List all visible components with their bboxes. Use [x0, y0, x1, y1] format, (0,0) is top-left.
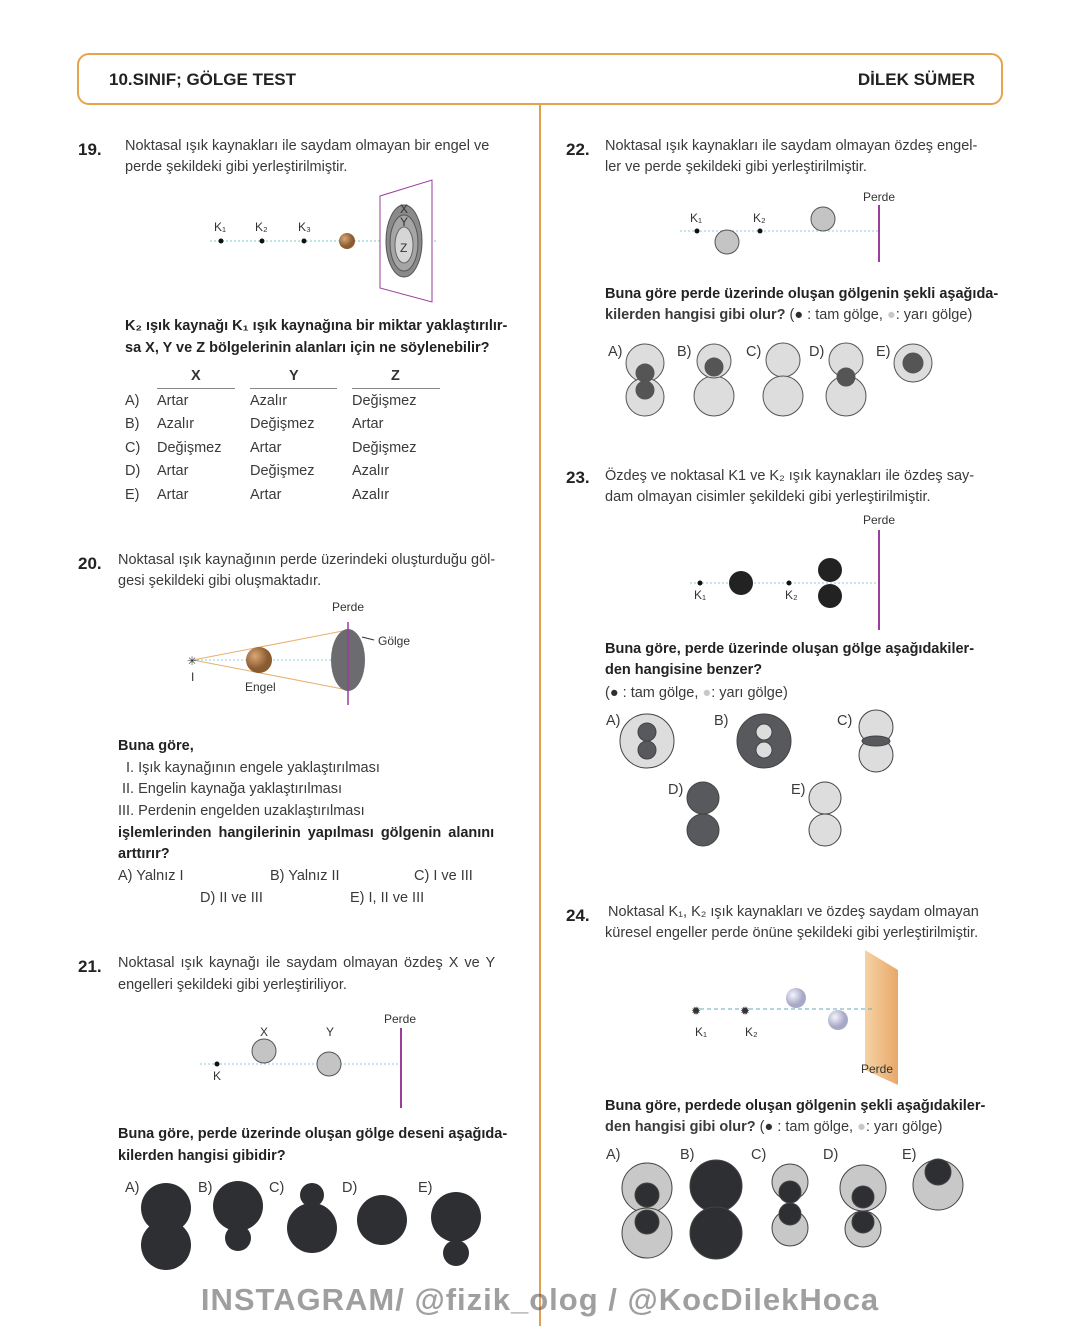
cell: Değişmez [250, 463, 315, 479]
full-shadow [636, 381, 654, 399]
legend-full: : tam gölge, [622, 685, 699, 701]
legend-half: : yarı gölge) [865, 1119, 943, 1135]
opt-b-shadow [225, 1225, 251, 1251]
answer-option-b[interactable]: B) [677, 344, 692, 360]
half-shadow [756, 724, 772, 740]
statement-ii: II. Engelin kaynağa yaklaştırılması [122, 781, 343, 797]
full-shadow [903, 353, 923, 373]
cell: Azalır [352, 487, 390, 503]
label-k1: K₁ [695, 1025, 708, 1039]
column-underline [352, 388, 440, 389]
question-prompt: Buna göre, perde üzerinde oluşan gölge deseni aşağıda- [118, 1126, 508, 1142]
answer-option-d[interactable]: D) [809, 344, 825, 360]
question-number: 20. [78, 554, 102, 573]
q20-figure [187, 600, 410, 705]
source-k [215, 1062, 220, 1067]
answer-option-a[interactable]: A) [608, 344, 623, 360]
question-prompt: den hangisine benzer? [605, 662, 763, 678]
option-letter: E) [125, 487, 140, 503]
obstacle-sphere [339, 233, 355, 249]
full-shadow-legend-icon: ● [609, 685, 619, 701]
answer-option-a[interactable]: A) Yalnız I [118, 868, 184, 884]
label-perde: Perde [863, 190, 896, 204]
source-k2 [260, 239, 265, 244]
label-k2: K₂ [753, 211, 766, 225]
answer-option-e[interactable]: E) I, II ve III [350, 890, 425, 906]
source-k1 [219, 239, 224, 244]
column-underline [157, 388, 235, 389]
sphere-obstacle [828, 1010, 848, 1030]
question-prompt: Buna göre, perdede oluşan gölgenin şekli aşağıdakiler- [605, 1098, 986, 1114]
obstacle [715, 230, 739, 254]
question-stem: Özdeş ve noktasal K1 ve K₂ ışık kaynakları ile özdeş say- [605, 468, 975, 484]
answer-option-c[interactable]: C) [751, 1147, 767, 1163]
light-source-icon: ✳ [187, 654, 198, 668]
full-shadow [705, 358, 723, 376]
obstacle [811, 207, 835, 231]
full-shadow [862, 736, 890, 746]
full-shadow [690, 1160, 742, 1212]
legend-paren: ( [789, 307, 795, 323]
label-x: X [260, 1025, 269, 1039]
source-k1 [695, 229, 700, 234]
half-shadow-legend-icon: ● [857, 1119, 866, 1135]
full-shadow [636, 364, 654, 382]
option-letter: A) [125, 393, 140, 409]
full-shadow-legend-icon: ● [764, 1119, 774, 1135]
label-k3: K₃ [298, 220, 311, 234]
option-letter: C) [125, 440, 141, 456]
question-prompt-line [605, 1117, 942, 1138]
cell: Değişmez [352, 393, 417, 409]
legend-half: : yarı gölge) [711, 685, 788, 701]
label-y: Y [326, 1025, 335, 1039]
full-shadow [852, 1186, 874, 1208]
full-shadow [779, 1203, 801, 1225]
label-k2: K₂ [255, 220, 268, 234]
question-prompt: işlemlerinden hangilerinin yapılması gölgenin alanını [118, 825, 495, 841]
cell: Değişmez [250, 416, 315, 432]
full-shadow [687, 782, 719, 814]
obstacle [818, 584, 842, 608]
label-perde: Perde [863, 513, 896, 527]
question-stem: Noktasal ışık kaynakları ile saydam olmayan bir engel ve [125, 138, 490, 154]
question-prompt-line [605, 305, 972, 326]
label-z: Z [400, 241, 408, 255]
answer-option-c[interactable]: C) [269, 1180, 285, 1196]
statement-i: I. Işık kaynağının engele yaklaştırılması [126, 760, 380, 776]
full-shadow [837, 368, 855, 386]
answer-option-a[interactable]: A) [606, 1147, 621, 1163]
cell: Azalır [352, 463, 390, 479]
full-shadow [737, 714, 791, 768]
source-k2 [758, 229, 763, 234]
full-shadow [779, 1181, 801, 1203]
question-stem: ler ve perde şekildeki gibi yerleştirilmiştir. [605, 159, 867, 175]
half-shadow [763, 376, 803, 416]
answer-option-b[interactable]: B) [198, 1180, 213, 1196]
half-shadow-legend-icon: ● [886, 307, 896, 323]
opt-d-shadow [357, 1195, 407, 1245]
question-prompt: arttırır? [118, 846, 170, 862]
label-y: Y [400, 215, 409, 229]
answer-option-b[interactable]: B) Yalnız II [270, 868, 340, 884]
legend-half: : yarı gölge) [895, 307, 973, 323]
cell: Değişmez [157, 440, 222, 456]
q22-figure [680, 190, 895, 262]
question-prompt: Buna göre perde üzerinde oluşan gölgenin şekli aşağıda- [605, 286, 999, 302]
author-name: DİLEK SÜMER [857, 70, 975, 89]
label-perde: Perde [332, 600, 365, 614]
question-stem: perde şekildeki gibi yerleştirilmiştir. [125, 159, 348, 175]
legend-paren: ( [759, 1119, 765, 1135]
answer-option-e[interactable]: E) [902, 1147, 917, 1163]
legend-full: : tam gölge, [807, 307, 883, 323]
label-golge: Gölge [378, 634, 411, 648]
label-source: I [191, 670, 195, 684]
label-k1: K₁ [214, 220, 227, 234]
full-shadow [638, 741, 656, 759]
question-stem: Noktasal ışık kaynağının perde üzerindeki oluşturduğu göl- [118, 552, 496, 568]
question-stem: Noktasal K₁, K₂ ışık kaynakları ve özdeş saydam olmayan [608, 904, 979, 920]
source-k3 [302, 239, 307, 244]
answer-option-c[interactable]: C) [746, 344, 762, 360]
half-shadow [694, 376, 734, 416]
cell: Azalır [157, 416, 195, 432]
answer-option-c[interactable]: C) I ve III [414, 868, 473, 884]
column-underline [250, 388, 337, 389]
half-shadow-legend-icon: ● [702, 685, 712, 701]
label-perde: Perde [861, 1062, 894, 1076]
question-stem: dam olmayan cisimler şekildeki gibi yerleştirilmiştir. [605, 489, 931, 505]
legend-full: : tam gölge, [777, 1119, 854, 1135]
question-number: 23. [566, 468, 590, 487]
question-stem: Noktasal ışık kaynağı ile saydam olmayan özdeş X ve Y [118, 955, 496, 971]
label-perde: Perde [384, 1012, 417, 1026]
legend-paren: ( [605, 685, 610, 701]
cell: Artar [157, 463, 189, 479]
q21-figure [200, 1012, 416, 1108]
column-header: Y [289, 368, 299, 384]
half-shadow [809, 782, 841, 814]
cell: Azalır [250, 393, 288, 409]
opt-e-shadow [443, 1240, 469, 1266]
question-number: 19. [78, 140, 102, 159]
answer-option-a[interactable]: A) [125, 1180, 140, 1196]
half-shadow [756, 742, 772, 758]
question-number: 22. [566, 140, 590, 159]
question-prompt: K₂ ışık kaynağı K₁ ışık kaynağına bir miktar yaklaştırılır- [125, 318, 508, 334]
column-header: Z [391, 368, 400, 384]
full-shadow [690, 1207, 742, 1259]
full-shadow [635, 1183, 659, 1207]
question-number: 21. [78, 957, 102, 976]
pointer-arrow [362, 637, 374, 640]
sun-source-k1-icon: ✹ [691, 1004, 702, 1018]
obstacle-sphere [246, 647, 272, 673]
label-k2: K₂ [745, 1025, 758, 1039]
question-stem: küresel engeller perde önüne şekildeki gibi yerleştirilmiştir. [605, 925, 979, 941]
statement-iii: III. Perdenin engelden uzaklaştırılması [118, 803, 365, 819]
obstacle-x [252, 1039, 276, 1063]
sphere-obstacle [786, 988, 806, 1008]
full-shadow-legend-icon: ● [794, 307, 804, 323]
label-k: K [213, 1069, 222, 1083]
question-prompt: kilerden hangisi gibidir? [118, 1148, 286, 1164]
full-shadow [687, 814, 719, 846]
full-shadow [925, 1159, 951, 1185]
obstacle [729, 571, 753, 595]
test-title: 10.SINIF; GÖLGE TEST [109, 70, 297, 89]
question-prompt: sa X, Y ve Z bölgelerinin alanları için ne söylenebilir? [125, 340, 490, 356]
question-stem: Noktasal ışık kaynakları ile saydam olmayan özdeş engel- [605, 138, 978, 154]
question-number: 24. [566, 906, 590, 925]
answer-option-d[interactable]: D) II ve III [200, 890, 263, 906]
source-k2 [787, 581, 792, 586]
label-k1: K₁ [690, 211, 703, 225]
answer-option-d[interactable]: D) [668, 782, 684, 798]
answer-option-e[interactable]: E) [418, 1180, 433, 1196]
answer-option-e[interactable]: E) [791, 782, 806, 798]
column-header: X [191, 368, 201, 384]
cell: Artar [157, 393, 189, 409]
legend [605, 683, 788, 704]
opt-b-shadow [213, 1181, 263, 1231]
q23-figure [690, 513, 895, 630]
question-stem: engelleri şekildeki gibi yerleştiriliyor. [118, 977, 347, 993]
opt-a-shadow [141, 1220, 191, 1270]
label-k1: K₁ [694, 588, 707, 602]
half-shadow [809, 814, 841, 846]
answer-option-c[interactable]: C) [837, 713, 853, 729]
full-shadow [638, 723, 656, 741]
q24-figure [691, 950, 898, 1085]
q19-figure [210, 180, 436, 302]
label-engel: Engel [245, 680, 276, 694]
half-shadow [766, 343, 800, 377]
sun-source-k2-icon: ✹ [740, 1004, 751, 1018]
q24-option-shapes [622, 1159, 963, 1259]
obstacle-y [317, 1052, 341, 1076]
opt-c-shadow [287, 1203, 337, 1253]
label-x: X [400, 202, 409, 216]
obstacle [818, 558, 842, 582]
option-letter: D) [125, 463, 141, 479]
opt-e-shadow [431, 1192, 481, 1242]
question-prompt: kilerden hangisi gibi olur? [605, 307, 786, 323]
cell: Artar [250, 440, 282, 456]
full-shadow [635, 1210, 659, 1234]
answer-option-e[interactable]: E) [876, 344, 891, 360]
answer-option-d[interactable]: D) [342, 1180, 358, 1196]
cell: Artar [250, 487, 282, 503]
answer-option-b[interactable]: B) [680, 1147, 695, 1163]
answer-option-d[interactable]: D) [823, 1147, 839, 1163]
source-k1 [698, 581, 703, 586]
question-intro: Buna göre, [118, 738, 194, 754]
label-k2: K₂ [785, 588, 798, 602]
option-letter: B) [125, 416, 140, 432]
full-shadow [852, 1211, 874, 1233]
question-prompt: Buna göre, perde üzerinde oluşan gölge aşağıdakiler- [605, 641, 975, 657]
cell: Artar [352, 416, 384, 432]
answer-option-a[interactable]: A) [606, 713, 621, 729]
question-prompt: den hangisi gibi olur? [605, 1119, 756, 1135]
watermark: INSTAGRAM/ @fizik_olog / @KocDilekHoca [200, 1282, 880, 1317]
question-stem: gesi şekildeki gibi oluşmaktadır. [118, 573, 322, 589]
answer-option-b[interactable]: B) [714, 713, 729, 729]
cell: Değişmez [352, 440, 417, 456]
cell: Artar [157, 487, 189, 503]
